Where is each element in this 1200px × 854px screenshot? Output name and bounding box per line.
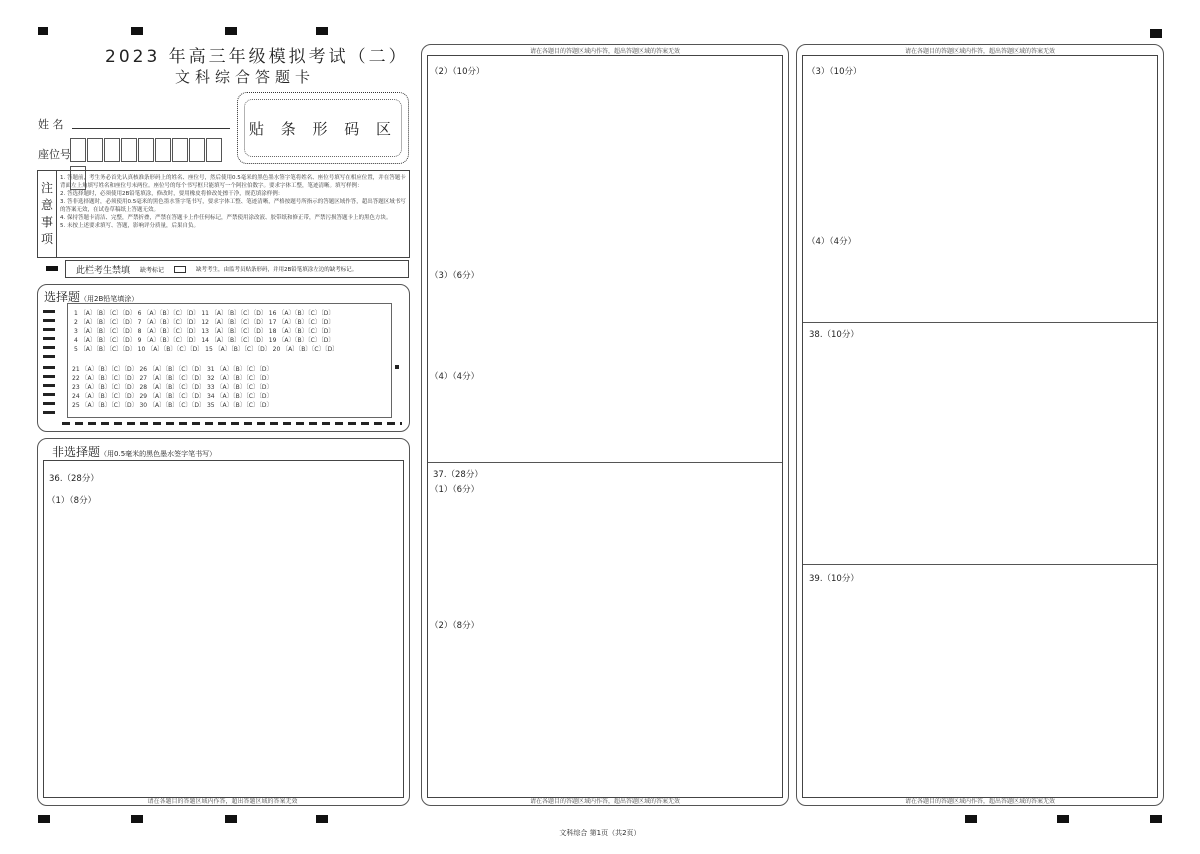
question-37-label: 37.（28分）: [433, 470, 483, 480]
notice-line: 2. 答选择题时，必须使用2B铅笔填涂，修改时，要用橡皮将修改处擦干净，规范填涂样例：: [60, 191, 284, 197]
choice-row[interactable]: 5 〔A〕〔B〕〔C〕〔D〕 10 〔A〕〔B〕〔C〕〔D〕 15 〔A〕〔B〕〔C〕〔D〕 20 〔A〕〔B〕〔C〕〔D〕: [74, 346, 339, 353]
warning-left: 请在各题目的答题区域内作答，超出答题区域的答案无效: [147, 798, 298, 805]
registration-mark-top-right: [1150, 29, 1162, 38]
page-footer: 文科综合 第1页（共2页）: [559, 829, 641, 837]
choice-row[interactable]: 1 〔A〕〔B〕〔C〕〔D〕 6 〔A〕〔B〕〔C〕〔D〕 11 〔A〕〔B〕〔C〕〔D〕 16 〔A〕〔B〕〔C〕〔D〕: [74, 310, 335, 317]
registration-mark-bottom-1: [38, 815, 50, 823]
section-divider: [803, 564, 1157, 565]
right-panel: [796, 44, 1164, 806]
choice-row[interactable]: 3 〔A〕〔B〕〔C〕〔D〕 8 〔A〕〔B〕〔C〕〔D〕 13 〔A〕〔B〕〔C〕〔D〕 18 〔A〕〔B〕〔C〕〔D〕: [74, 328, 335, 335]
absent-mark-label: 缺考标记: [140, 266, 165, 274]
seat-label: 座位号: [38, 148, 71, 161]
question-37-1-label: （1）（6分）: [430, 485, 480, 495]
barcode-label: 贴 条 形 码 区: [244, 99, 402, 157]
question-37-4-label: （4）（4分）: [807, 237, 857, 247]
registration-mark-top-2: [131, 27, 143, 35]
name-label: 姓 名: [38, 118, 64, 131]
notice-line: 4. 保持答题卡清洁、完整，严禁折叠，严禁在答题卡上作任何标记，严禁使用涂改液、胶带纸和修正带，严禁污损答题卡上的黑色方块。: [60, 215, 392, 221]
choice-row[interactable]: 2 〔A〕〔B〕〔C〕〔D〕 7 〔A〕〔B〕〔C〕〔D〕 12 〔A〕〔B〕〔C〕〔D〕 17 〔A〕〔B〕〔C〕〔D〕: [74, 319, 335, 326]
registration-mark-top-3: [225, 27, 237, 35]
choice-row[interactable]: 22 〔A〕〔B〕〔C〕〔D〕 27 〔A〕〔B〕〔C〕〔D〕 32 〔A〕〔B〕〔C〕〔D〕: [72, 375, 273, 382]
warning-right-top: 请在各题目的答题区域内作答，超出答题区域的答案无效: [904, 48, 1055, 55]
warning-middle-bottom: 请在各题目的答题区域内作答，超出答题区域的答案无效: [529, 798, 680, 805]
question-37-3-label: （3）（10分）: [807, 67, 862, 77]
choice-row[interactable]: 21 〔A〕〔B〕〔C〕〔D〕 26 〔A〕〔B〕〔C〕〔D〕 31 〔A〕〔B〕〔C〕〔D〕: [72, 366, 273, 373]
notice-heading: 注 意 事 项: [38, 171, 57, 257]
section-divider: [428, 462, 782, 463]
nonchoice-panel: [37, 438, 410, 806]
question-37-2-label: （2）（8分）: [430, 621, 480, 631]
question-36-label: 36.（28分）: [49, 474, 99, 484]
absent-marker-block: [46, 266, 58, 271]
registration-mark-top-4: [316, 27, 328, 35]
side-dot: [395, 365, 399, 369]
choice-row[interactable]: 23 〔A〕〔B〕〔C〕〔D〕 28 〔A〕〔B〕〔C〕〔D〕 33 〔A〕〔B〕〔C〕〔D〕: [72, 384, 273, 391]
answer-area-36-1[interactable]: [43, 460, 404, 798]
registration-mark-bottom-3: [225, 815, 237, 823]
sheet-subtitle: 文科综合答题卡: [174, 68, 315, 86]
question-38-label: 38.（10分）: [809, 330, 859, 340]
timing-mark: [43, 346, 55, 349]
notice-line: 3. 答非选择题时，必须使用0.5毫米的黑色墨水签字笔书写，要求字体工整、笔迹清晰，严格按题号所指示的答题区域作答，超出答题区域书写的答案无效，在试卷草稿纸上答题无效。: [60, 199, 406, 213]
timing-mark: [43, 355, 55, 358]
registration-mark-top-1: [38, 27, 48, 35]
timing-mark: [43, 411, 55, 414]
choice-row[interactable]: 25 〔A〕〔B〕〔C〕〔D〕 30 〔A〕〔B〕〔C〕〔D〕 35 〔A〕〔B〕〔C〕〔D〕: [72, 402, 273, 409]
timing-mark: [43, 310, 55, 313]
absent-mark-box[interactable]: [174, 266, 186, 273]
choice-row[interactable]: 4 〔A〕〔B〕〔C〕〔D〕 9 〔A〕〔B〕〔C〕〔D〕 14 〔A〕〔B〕〔C〕〔D〕 19 〔A〕〔B〕〔C〕〔D〕: [74, 337, 335, 344]
choice-panel: [37, 284, 410, 432]
absent-label: 此栏考生禁填: [76, 265, 131, 276]
choice-row[interactable]: 24 〔A〕〔B〕〔C〕〔D〕 29 〔A〕〔B〕〔C〕〔D〕 34 〔A〕〔B〕〔C〕〔D〕: [72, 393, 273, 400]
question-36-3-label: （3）（6分）: [430, 271, 480, 281]
name-field[interactable]: [72, 114, 230, 129]
absent-box: [65, 260, 409, 278]
timing-mark: [43, 384, 55, 387]
notice-line: 5. 未按上述要求填写、答题，影响评分质量，后果自负。: [60, 223, 199, 229]
question-36-1-label: （1）（8分）: [47, 496, 97, 506]
barcode-area: [237, 92, 409, 164]
timing-mark: [43, 375, 55, 378]
timing-mark: [43, 328, 55, 331]
answer-area-middle[interactable]: [427, 55, 783, 798]
sheet-title: 2023 年高三年级模拟考试（二）: [105, 47, 409, 67]
timing-mark: [43, 337, 55, 340]
question-39-label: 39.（10分）: [809, 574, 859, 584]
question-36-4-label: （4）（4分）: [430, 372, 480, 382]
notice-box: [37, 170, 410, 258]
warning-middle-top: 请在各题目的答题区域内作答，超出答题区域的答案无效: [529, 48, 680, 55]
answer-area-right[interactable]: [802, 55, 1158, 798]
notice-line: 1. 答题前，考生务必首先认真核准条形码上的姓名、座位号，然后使用0.5毫米的黑色墨水签字笔将姓名、座位号填写在相应位置，并在答题卡背面左上角填写姓名和座位号末两位。座位号的每个书写框只能填写一个阿拉伯数字。要求字体工整，笔迹清晰。填写样例：: [60, 175, 406, 189]
timing-mark: [43, 319, 55, 322]
question-36-2-label: （2）（10分）: [430, 67, 485, 77]
section-divider: [803, 322, 1157, 323]
registration-mark-bottom-7: [1150, 815, 1162, 823]
absent-note: 缺考考生，由监考员贴条形码，并用2B铅笔填涂左边的缺考标记。: [196, 267, 358, 273]
middle-panel: [421, 44, 789, 806]
notice-body: [60, 174, 406, 230]
warning-right-bottom: 请在各题目的答题区域内作答，超出答题区域的答案无效: [904, 798, 1055, 805]
nonchoice-title: 非选择题（用0.5毫米的黑色墨水签字笔书写）: [52, 445, 217, 459]
registration-mark-bottom-5: [965, 815, 977, 823]
choice-title: 选择题（用2B铅笔填涂）: [44, 290, 139, 304]
timing-mark: [43, 402, 55, 405]
registration-mark-bottom-6: [1057, 815, 1069, 823]
timing-mark: [43, 393, 55, 396]
registration-mark-bottom-2: [131, 815, 143, 823]
timing-track: [62, 422, 402, 425]
registration-mark-bottom-4: [316, 815, 328, 823]
timing-mark: [43, 366, 55, 369]
